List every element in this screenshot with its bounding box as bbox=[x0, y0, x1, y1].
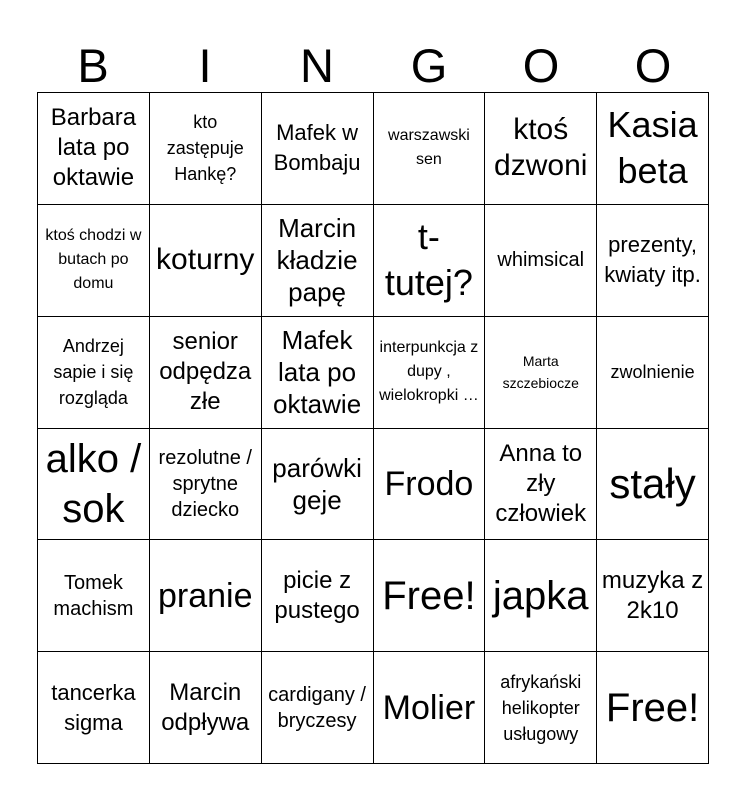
bingo-cell[interactable] bbox=[597, 317, 709, 429]
cell-text: ktoś chodzi w butach po domu bbox=[45, 227, 142, 293]
cell-text: Marcin odpływa bbox=[161, 678, 250, 736]
cell-text: afrykański helikopter usługowy bbox=[500, 671, 582, 744]
bingo-cell[interactable] bbox=[150, 93, 262, 205]
cell-text: ktoś dzwoni bbox=[494, 113, 588, 183]
cell-text: Mafek lata po oktawie bbox=[273, 325, 362, 420]
header-letter: O bbox=[522, 39, 560, 92]
cell-text: t-tutej? bbox=[384, 216, 473, 304]
cell-text: Molier bbox=[382, 688, 476, 727]
bingo-cell[interactable] bbox=[150, 429, 262, 541]
bingo-cell[interactable] bbox=[262, 540, 374, 652]
bingo-cell[interactable] bbox=[374, 93, 486, 205]
bingo-cell[interactable] bbox=[150, 205, 262, 317]
header-letter: B bbox=[77, 39, 109, 92]
header-letter: O bbox=[634, 39, 672, 92]
cell-text: pranie bbox=[157, 576, 253, 615]
bingo-cell[interactable] bbox=[262, 317, 374, 429]
cell-text: senior odpędza złe bbox=[159, 328, 252, 416]
bingo-cell[interactable] bbox=[485, 652, 597, 764]
cell-text: prezenty, kwiaty itp. bbox=[604, 232, 701, 288]
cell-text: Mafek w Bombaju bbox=[273, 120, 361, 176]
bingo-cell[interactable] bbox=[597, 429, 709, 541]
cell-text: Kasia beta bbox=[607, 104, 698, 192]
cell-text: Free! bbox=[605, 685, 700, 730]
bingo-cell[interactable] bbox=[374, 317, 486, 429]
cell-text: tancerka sigma bbox=[51, 679, 136, 735]
cell-text: stały bbox=[609, 459, 696, 507]
bingo-cell[interactable] bbox=[262, 205, 374, 317]
cell-text: Frodo bbox=[384, 464, 474, 503]
cell-text: alko / sok bbox=[45, 436, 142, 531]
bingo-cell[interactable] bbox=[485, 317, 597, 429]
cell-text: Anna to zły człowiek bbox=[495, 439, 587, 527]
bingo-cell[interactable] bbox=[38, 205, 150, 317]
bingo-cell[interactable] bbox=[262, 93, 374, 205]
header-letter: I bbox=[198, 39, 212, 92]
bingo-cell[interactable] bbox=[38, 429, 150, 541]
cell-text: rezolutne / sprytne dziecko bbox=[158, 446, 252, 521]
bingo-cell[interactable] bbox=[597, 205, 709, 317]
bingo-cell[interactable] bbox=[38, 93, 150, 205]
bingo-cell[interactable] bbox=[485, 205, 597, 317]
cell-text: picie z pustego bbox=[274, 566, 360, 624]
bingo-cell[interactable] bbox=[374, 205, 486, 317]
header-letter: N bbox=[300, 39, 334, 92]
cell-text: cardigany / bryczesy bbox=[268, 683, 366, 732]
bingo-cell[interactable] bbox=[38, 540, 150, 652]
cell-text: parówki geje bbox=[272, 452, 362, 515]
cell-text: Marcin kładzie papę bbox=[276, 213, 358, 308]
bingo-cell[interactable] bbox=[597, 540, 709, 652]
cell-text: muzyka z 2k10 bbox=[601, 566, 704, 624]
bingo-cell[interactable] bbox=[485, 429, 597, 541]
header-letter: G bbox=[410, 39, 448, 92]
cell-text: warszawski sen bbox=[388, 127, 470, 169]
bingo-cell[interactable] bbox=[485, 93, 597, 205]
cell-text: zwolnienie bbox=[610, 362, 695, 383]
cell-text: whimsical bbox=[497, 249, 585, 272]
cell-text: kto zastępuje Hankę? bbox=[166, 112, 244, 185]
bingo-cell[interactable] bbox=[485, 540, 597, 652]
bingo-cell[interactable] bbox=[374, 429, 486, 541]
cell-text: Barbara lata po oktawie bbox=[50, 104, 137, 192]
bingo-cell[interactable] bbox=[262, 429, 374, 541]
bingo-cell[interactable] bbox=[38, 317, 150, 429]
cell-text: Free! bbox=[382, 573, 476, 618]
bingo-cell[interactable] bbox=[150, 652, 262, 764]
free-space-cell[interactable] bbox=[597, 652, 709, 764]
bingo-cell[interactable] bbox=[150, 540, 262, 652]
bingo-cell[interactable] bbox=[597, 93, 709, 205]
cell-text: Andrzej sapie i się rozgląda bbox=[53, 336, 134, 409]
cell-text: japka bbox=[492, 573, 589, 618]
free-space-cell[interactable] bbox=[374, 540, 486, 652]
bingo-cell[interactable] bbox=[150, 317, 262, 429]
cell-text: interpunkcja z dupy , wielokropki … bbox=[379, 339, 479, 405]
bingo-cell[interactable] bbox=[38, 652, 150, 764]
bingo-board bbox=[37, 92, 709, 764]
bingo-cell[interactable] bbox=[262, 652, 374, 764]
cell-text: Marta szczebiocze bbox=[502, 353, 579, 392]
cell-text: Tomek machism bbox=[53, 571, 134, 620]
cell-text: koturny bbox=[156, 243, 255, 277]
bingo-header bbox=[37, 38, 709, 94]
bingo-cell[interactable] bbox=[374, 652, 486, 764]
